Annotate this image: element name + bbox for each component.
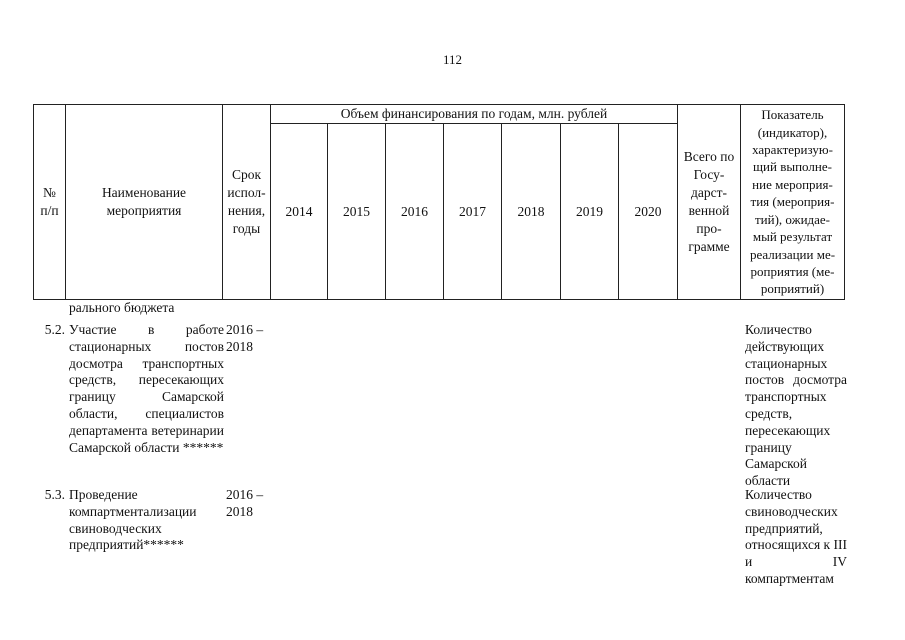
- header-indicator: Показатель (индикатор), характеризую- щий выполне- ние мероприя- тия (мероприя- тий), ожидае- мый результат реализации ме- роприятия (ме- роприятий): [741, 105, 845, 300]
- table-header: [33, 104, 845, 300]
- row-number: 5.3.: [44, 487, 65, 502]
- header-year: 2015: [328, 124, 386, 300]
- row-number: 5.2.: [44, 322, 65, 337]
- row-name: Участие в работе стационарных постов досмотра транспортных средств, пересекающих границу Самарской области, специалистов департамента ветеринарии Самарской области ******: [69, 322, 224, 455]
- header-year: 2020: [619, 124, 678, 300]
- row-indicator: Количество свиноводческих предприятий, относящихся к III и IV компартментам: [745, 487, 847, 586]
- header-year: 2017: [444, 124, 502, 300]
- row-term: 2016 – 2018: [226, 487, 264, 519]
- header-term: Срок испол- нения, годы: [223, 105, 271, 300]
- header-year: 2019: [561, 124, 619, 300]
- header-year: 2014: [271, 124, 328, 300]
- header-year: 2016: [386, 124, 444, 300]
- header-total: Всего по Госу- дарст- венной про- грамме: [678, 105, 741, 300]
- row-name: Проведение компартментализации свиноводческих предприятий******: [69, 487, 197, 553]
- header-name: Наименование мероприятия: [66, 105, 223, 300]
- row-term: 2016 – 2018: [226, 322, 264, 354]
- header-num: № п/п: [34, 105, 66, 300]
- row-indicator: Количество действующих стационарных постов досмотра транспортных средств, пересекающих границу Самарской области: [745, 322, 847, 489]
- header-year: 2018: [502, 124, 561, 300]
- page-number: 112: [442, 52, 463, 67]
- continuation-text: рального бюджета: [69, 300, 175, 315]
- header-financing: Объем финансирования по годам, млн. рублей: [271, 105, 678, 124]
